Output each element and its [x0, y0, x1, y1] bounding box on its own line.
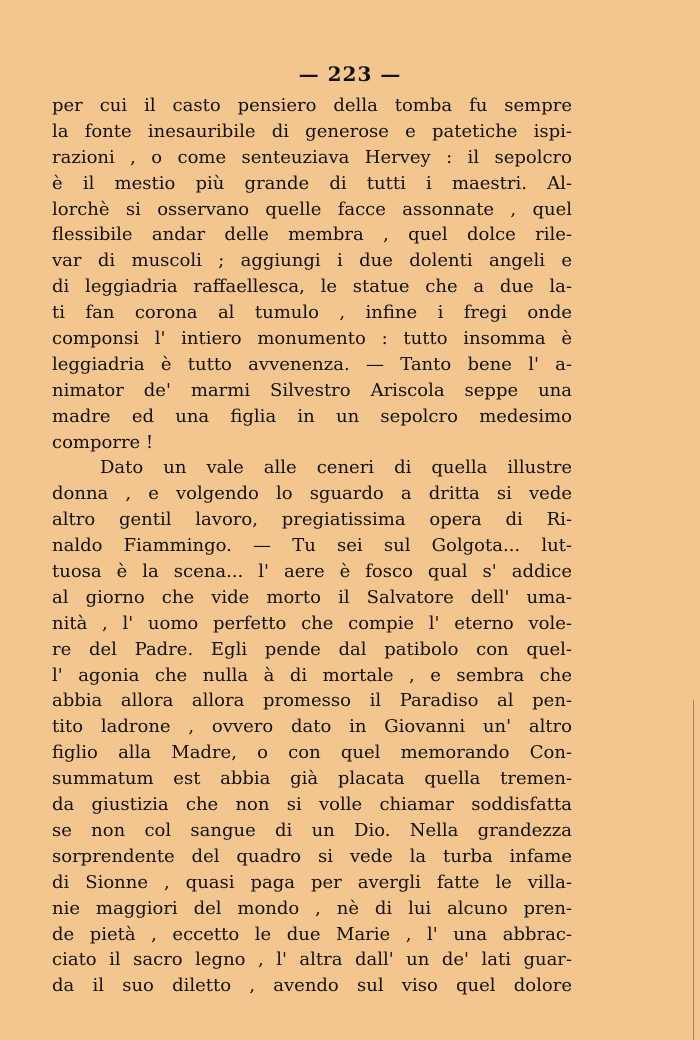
text-line: summatum est abbia già placata quella tremen-	[52, 768, 572, 790]
text-line: da giustizia che non si volle chiamar soddisfatta	[52, 794, 572, 816]
text-line: razioni , o come senteuziava Hervey : il sepolcro	[52, 146, 572, 168]
page-number: — 223 —	[298, 62, 402, 86]
text-line: nie maggiori del mondo , nè di lui alcuno pren-	[52, 897, 572, 919]
text-line: comporre !	[52, 431, 154, 453]
text-line: di leggiadria raffaellesca, le statue che a due la-	[52, 276, 572, 298]
text-line: nità , l' uomo perfetto che compie l' eterno vole-	[52, 612, 572, 634]
text-line: flessibile andar delle membra , quel dolce rile-	[52, 224, 572, 246]
text-line: di Sionne , quasi paga per avergli fatte le villa-	[52, 871, 572, 893]
text-line: altro gentil lavoro, pregiatissima opera di Ri-	[52, 509, 572, 531]
text-line: tito ladrone , ovvero dato in Giovanni un' altro	[52, 716, 572, 738]
text-line: la fonte inesauribile di generose e patetiche ispi-	[52, 120, 572, 142]
text-line: se non col sangue di un Dio. Nella grandezza	[52, 819, 572, 841]
text-line: tuosa è la scena... l' aere è fosco qual s' addice	[52, 561, 572, 583]
text-line: da il suo diletto , avendo sul viso quel dolore	[52, 975, 572, 997]
text-line: de pietà , eccetto le due Marie , l' una abbrac-	[52, 923, 572, 945]
text-line: componsi l' intiero monumento : tutto insomma è	[52, 328, 572, 350]
text-line: leggiadria è tutto avvenenza. — Tanto bene l' a-	[52, 353, 572, 375]
text-line: var di muscoli ; aggiungi i due dolenti angeli e	[52, 250, 572, 272]
text-line: abbia allora allora promesso il Paradiso al pen-	[52, 690, 572, 712]
page-edge-shadow	[693, 700, 694, 1040]
text-line: madre ed una figlia in un sepolcro medesimo	[52, 405, 572, 427]
text-line: naldo Fiammingo. — Tu sei sul Golgota... lut-	[52, 535, 572, 557]
text-line: per cui il casto pensiero della tomba fu sempre	[52, 95, 572, 116]
text-line: l' agonia che nulla à di mortale , e sembra che	[52, 664, 572, 686]
text-line: Dato un vale alle ceneri di quella illustre	[100, 457, 572, 479]
text-line: nimator de' marmi Silvestro Ariscola seppe una	[52, 379, 572, 401]
text-line: lorchè si osservano quelle facce assonnate , quel	[52, 198, 572, 220]
text-line: ciato il sacro legno , l' altra dall' un de' lati guar-	[52, 949, 572, 971]
text-line: figlio alla Madre, o con quel memorando Con-	[52, 742, 572, 764]
text-line: al giorno che vide morto il Salvatore dell' uma-	[52, 586, 572, 608]
text-line: ti fan corona al tumulo , infine i fregi onde	[52, 302, 572, 324]
body-text	[52, 93, 572, 999]
text-line: è il mestio più grande di tutti i maestri. Al-	[52, 172, 572, 194]
text-line: donna , e volgendo lo sguardo a dritta si vede	[52, 483, 572, 505]
text-line: sorprendente del quadro si vede la turba infame	[52, 845, 572, 867]
text-line: re del Padre. Egli pende dal patibolo con quel-	[52, 638, 572, 660]
